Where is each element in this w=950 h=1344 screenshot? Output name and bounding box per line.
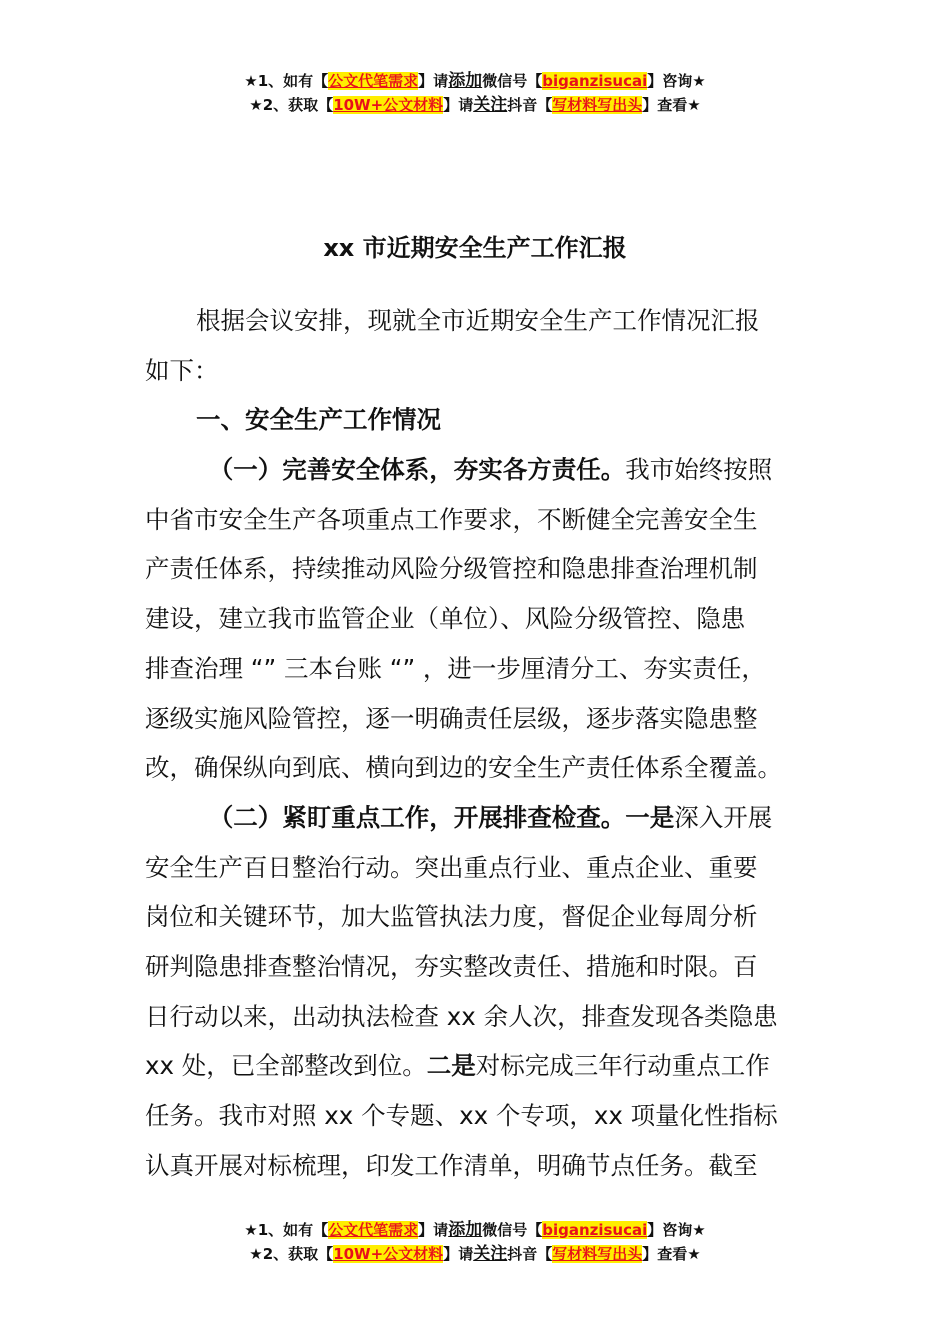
text: 我市始终按照 bbox=[625, 455, 773, 485]
text: 】请 bbox=[418, 72, 449, 90]
text-line bbox=[145, 793, 825, 843]
text: 根据会议安排，现就全市近期安全生产工作情况汇报 bbox=[196, 306, 760, 335]
text: 如下： bbox=[145, 355, 219, 385]
text: 】查看★ bbox=[642, 96, 701, 114]
text: 岗位和关键环节，加大监管执法力度，督促企业每周分析 bbox=[145, 902, 758, 932]
bold-text: （二）紧盯重点工作，开展排查检查。一是 bbox=[208, 802, 675, 832]
text: 认真开展对标梳理，印发工作清单，明确节点任务。截至 bbox=[145, 1150, 758, 1180]
bold-text: 二是 bbox=[426, 1051, 476, 1081]
text: 关注 bbox=[473, 1244, 508, 1264]
text-line bbox=[145, 1041, 825, 1091]
text: 排查治理 “” 三本台账 “” ，进一步厘清分工、夯实责任， bbox=[145, 653, 766, 683]
text: 微信号【 bbox=[482, 72, 543, 90]
document-body bbox=[145, 296, 825, 1190]
text: 】请 bbox=[443, 1245, 474, 1263]
douyin-id: 写材料写出头 bbox=[552, 96, 643, 114]
text-line bbox=[145, 296, 825, 346]
text: 】查看★ bbox=[642, 1245, 701, 1263]
text-line bbox=[145, 743, 825, 793]
text: ★2、获取【 bbox=[249, 96, 334, 114]
text-line bbox=[145, 395, 825, 445]
promo-banner-top bbox=[0, 69, 950, 117]
text-line bbox=[145, 1091, 825, 1141]
text: 对标完成三年行动重点工作 bbox=[475, 1051, 770, 1081]
text: 添加 bbox=[448, 1220, 483, 1240]
text-line bbox=[145, 1141, 825, 1191]
text: 抖音【 bbox=[507, 1245, 553, 1263]
bold-text: 一、安全生产工作情况 bbox=[196, 405, 441, 435]
document-title: xx 市近期安全生产工作汇报 bbox=[323, 234, 627, 262]
text: 】咨询★ bbox=[647, 72, 706, 90]
text: 】请 bbox=[443, 96, 474, 114]
text: 微信号【 bbox=[482, 1221, 543, 1239]
highlight: 公文代笔需求 bbox=[328, 1221, 419, 1239]
promo-line-1 bbox=[0, 69, 950, 93]
text: 逐级实施风险管控，逐一明确责任层级，逐步落实隐患整 bbox=[145, 703, 758, 733]
text-line bbox=[145, 346, 825, 396]
text: 日行动以来，出动执法检查 xx 余人次，排查发现各类隐患 bbox=[145, 1001, 778, 1031]
text: ★1、如有【 bbox=[244, 72, 329, 90]
text-line bbox=[145, 892, 825, 942]
text: 任务。我市对照 xx 个专题、xx 个专项，xx 项量化性指标 bbox=[145, 1101, 778, 1130]
text: 建设，建立我市监管企业（单位）、风险分级管控、隐患 bbox=[145, 604, 746, 634]
text: 深入开展 bbox=[674, 802, 773, 832]
text: ★1、如有【 bbox=[244, 1221, 329, 1239]
text: 安全生产百日整治行动。突出重点行业、重点企业、重要 bbox=[145, 852, 758, 882]
text: 抖音【 bbox=[507, 96, 553, 114]
highlight: 10W+公文材料 bbox=[333, 1245, 444, 1263]
text: 中省市安全生产各项重点工作要求，不断健全完善安全生 bbox=[145, 504, 758, 534]
bold-text: （一）完善安全体系，夯实各方责任。 bbox=[208, 455, 626, 485]
text-line bbox=[145, 594, 825, 644]
text: 研判隐患排查整治情况，夯实整改责任、措施和时限。百 bbox=[145, 951, 758, 981]
text-line bbox=[145, 942, 825, 992]
wechat-id: biganzisucai bbox=[542, 72, 648, 90]
wechat-id: biganzisucai bbox=[542, 1221, 648, 1239]
text: xx 处，已全部整改到位。 bbox=[145, 1051, 427, 1081]
promo-line-2 bbox=[0, 1242, 950, 1266]
text: 】咨询★ bbox=[647, 1221, 706, 1239]
text: ★2、获取【 bbox=[249, 1245, 334, 1263]
highlight: 10W+公文材料 bbox=[333, 96, 444, 114]
text: 】请 bbox=[418, 1221, 449, 1239]
text-line bbox=[145, 544, 825, 594]
text-line bbox=[145, 644, 825, 694]
text: 产责任体系，持续推动风险分级管控和隐患排查治理机制 bbox=[145, 554, 758, 584]
text-line bbox=[145, 992, 825, 1042]
promo-banner-bottom bbox=[0, 1218, 950, 1266]
text: 关注 bbox=[473, 95, 508, 115]
highlight: 公文代笔需求 bbox=[328, 72, 419, 90]
text-line bbox=[145, 843, 825, 893]
text-line bbox=[145, 445, 825, 495]
text: 改，确保纵向到底、横向到边的安全生产责任体系全覆盖。 bbox=[145, 753, 782, 783]
promo-line-2 bbox=[0, 93, 950, 117]
text: 添加 bbox=[448, 71, 483, 91]
douyin-id: 写材料写出头 bbox=[552, 1245, 643, 1263]
promo-line-1 bbox=[0, 1218, 950, 1242]
text-line bbox=[145, 495, 825, 545]
text-line bbox=[145, 694, 825, 744]
